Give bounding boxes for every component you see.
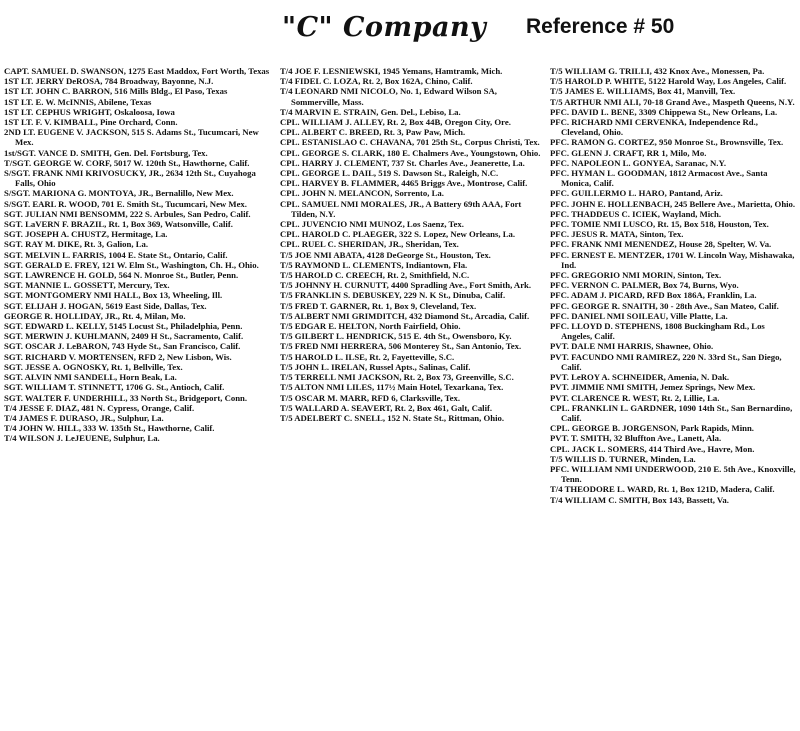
roster-entry: T/5 ALBERT NMI GRIMDITCH, 432 Diamond St., Arcadia, Calif. xyxy=(280,310,530,321)
roster-entry: 1ST LT. E. W. McINNIS, Abilene, Texas xyxy=(4,96,152,107)
roster-entry: T/5 ARTHUR NMI ALI, 70-18 Grand Ave., Maspeth Queens, N.Y. xyxy=(550,96,795,107)
roster-entry: T/5 RAYMOND L. CLEMENTS, Indiantown, Fla. xyxy=(280,259,468,270)
roster-entry: PFC. RICHARD NMI CERVENKA, Independence Rd., Cleveland, Ohio. xyxy=(550,117,758,138)
roster-entry: PFC. ERNEST E. MENTZER, 1701 W. Lincoln Way, Mishawaka, Ind. xyxy=(550,249,795,270)
roster-entry: T/4 WILSON J. LeJEUENE, Sulphur, La. xyxy=(4,433,160,444)
roster-entry: T/4 JESSE F. DIAZ, 481 N. Cypress, Orange, Calif. xyxy=(4,402,195,413)
reference-label: Reference # 50 xyxy=(526,15,675,38)
roster-entry: PFC. LLOYD D. STEPHENS, 1808 Buckingham Rd., Los Angeles, Calif. xyxy=(550,321,765,342)
roster-entry: PVT. JIMMIE NMI SMITH, Jemez Springs, New Mex. xyxy=(550,382,756,393)
roster-entry: SGT. RAY M. DIKE, Rt. 3, Galion, La. xyxy=(4,239,149,250)
roster-entry: CPL. SAMUEL NMI MORALES, JR., A Battery 69th AAA, Fort Tilden, N.Y. xyxy=(280,198,522,219)
roster-entry: T/4 WILLIAM C. SMITH, Box 143, Bassett, Va. xyxy=(550,494,729,505)
roster-entry: PVT. DALE NMI HARRIS, Shawnee, Ohio. xyxy=(550,341,714,352)
roster-entry: T/5 WILLIAM G. TRILLI, 432 Knox Ave., Monessen, Pa. xyxy=(550,66,765,76)
roster-entry: T/5 EDGAR E. HELTON, North Fairfield, Ohio. xyxy=(280,321,461,332)
roster-entry: T/5 HAROLD L. ILSE, Rt. 2, Fayetteville, S.C. xyxy=(280,351,455,362)
roster-entry: T/5 JOHNNY H. CURNUTT, 4400 Spradling Ave., Fort Smith, Ark. xyxy=(280,280,532,291)
roster-entry: CPL. WILLIAM J. ALLEY, Rt. 2, Box 44B, Oregon City, Ore. xyxy=(280,117,511,128)
roster-entry: CPL. GEORGE B. JORGENSON, Park Rapids, Minn. xyxy=(550,423,754,434)
roster-entry: CPL. ALBERT C. BREED, Rt. 3, Paw Paw, Mich. xyxy=(280,127,466,138)
roster-entry: 1ST LT. JOHN C. BARRON, 516 Mills Bldg., El Paso, Texas xyxy=(4,86,228,97)
roster-entry: T/5 HAROLD C. CREECH, Rt. 2, Smithfield, N.C. xyxy=(280,270,470,281)
roster-entry: CPL. FRANKLIN L. GARDNER, 1090 14th St., San Bernardino, Calif. xyxy=(550,402,793,423)
roster-entry: PFC. FRANK NMI MENENDEZ, House 28, Spelter, W. Va. xyxy=(550,239,772,250)
roster-entry: PFC. DAVID L. BENE, 3309 Chippewa St., New Orleans, La. xyxy=(550,106,778,117)
roster-entry: CPL. HARVEY B. FLAMMER, 4465 Briggs Ave., Montrose, Calif. xyxy=(280,178,528,189)
roster-entry: SGT. EDWARD L. KELLY, 5145 Locust St., Philadelphia, Penn. xyxy=(4,321,243,332)
roster-entry: CPL. RUEL C. SHERIDAN, JR., Sheridan, Tex. xyxy=(280,239,459,250)
roster-column-3 xyxy=(550,66,796,505)
roster-entry: PFC. JESUS R. MATA, Sinton, Tex. xyxy=(550,229,684,240)
roster-entry: SGT. JESSE A. OGNOSKY, Rt. 1, Bellville, Tex. xyxy=(4,361,183,372)
roster-entry: 1ST LT. CEPHUS WRIGHT, Oskaloosa, Iowa xyxy=(4,106,175,117)
roster-entry: PFC. GREGORIO NMI MORIN, Sinton, Tex. xyxy=(550,270,722,281)
roster-entry: PFC. NAPOLEON L. GONYEA, Saranac, N.Y. xyxy=(550,157,727,168)
roster-entry: SGT. MELVIN L. FARRIS, 1004 E. State St., Ontario, Calif. xyxy=(4,249,228,260)
roster-entry: SGT. LAWRENCE H. GOLD, 564 N. Monroe St., Butler, Penn. xyxy=(4,270,239,281)
roster-entry: S/SGT. FRANK NMI KRIVOSUCKY, JR., 2634 12th St., Cuyahoga Falls, Ohio xyxy=(4,168,256,189)
roster-entry: S/SGT. EARL R. WOOD, 701 E. Smith St., Tucumcari, New Mex. xyxy=(4,198,247,209)
roster-entry: PFC. ADAM J. PICARD, RFD Box 186A, Franklin, La. xyxy=(550,290,757,301)
roster-entry: GEORGE R. HOLLIDAY, JR., Rt. 4, Milan, Mo. xyxy=(4,310,186,321)
roster-entry: PVT. CLARENCE R. WEST, Rt. 2, Lillie, La. xyxy=(550,392,720,403)
roster-entry: PFC. RAMON G. CORTEZ, 950 Monroe St., Brownsville, Tex. xyxy=(550,137,784,148)
roster-column-2 xyxy=(280,66,542,423)
roster-entry: PFC. DANIEL NMI SOILEAU, Ville Platte, La. xyxy=(550,310,728,321)
roster-entry: PFC. GUILLERMO L. HARO, Pantand, Ariz. xyxy=(550,188,723,199)
roster-entry: T/4 JOE F. LESNIEWSKI, 1945 Yemans, Hamtramk, Mich. xyxy=(280,66,503,76)
roster-entry: PVT. LeROY A. SCHNEIDER, Amenia, N. Dak. xyxy=(550,372,730,383)
roster-entry: T/5 GILBERT L. HENDRICK, 515 E. 4th St., Owensboro, Ky. xyxy=(280,331,512,342)
roster-entry: T/5 WALLARD A. SEAVERT, Rt. 2, Box 461, Galt, Calif. xyxy=(280,402,493,413)
roster-entry: PFC. WILLIAM NMI UNDERWOOD, 210 E. 5th Ave., Knoxville, Tenn. xyxy=(550,463,796,485)
roster-entry: 1st/SGT. VANCE D. SMITH, Gen. Del. Fortsburg, Tex. xyxy=(4,147,208,158)
roster-entry: PFC. VERNON C. PALMER, Box 74, Burns, Wyo. xyxy=(550,280,739,291)
roster-entry: CPL. HAROLD C. PLAEGER, 322 S. Lopez, New Orleans, La. xyxy=(280,229,516,240)
roster-entry: SGT. JULIAN NMI BENSOMM, 222 S. Arbules, San Pedro, Calif. xyxy=(4,208,251,219)
roster-entry: CAPT. SAMUEL D. SWANSON, 1275 East Maddox, Fort Worth, Texas xyxy=(4,66,270,76)
roster-entry: CPL. HARRY J. CLEMENT, 737 St. Charles Ave., Jeanerette, La. xyxy=(280,157,525,168)
roster-entry: PFC. GLENN J. CRAFT, RR 1, Milo, Mo. xyxy=(550,147,707,158)
roster-entry: T/4 JAMES F. DURASO, JR., Sulphur, La. xyxy=(4,412,164,423)
roster-entry: SGT. JOSEPH A. CHUSTZ, Hermitage, La. xyxy=(4,229,168,240)
roster-entry: T/4 THEODORE L. WARD, Rt. 1, Box 121D, Madera, Calif. xyxy=(550,484,775,495)
roster-entry: T/5 HAROLD P. WHITE, 5122 Harold Way, Los Angeles, Calif. xyxy=(550,76,787,87)
roster-entry: SGT. LaVERN F. BRAZIL, Rt. 1, Box 369, Watsonville, Calif. xyxy=(4,219,233,230)
roster-entry: CPL. ESTANISLAO C. CHAVANA, 701 25th St., Corpus Christi, Tex. xyxy=(280,137,540,148)
roster-entry: SGT. MANNIE L. GOSSETT, Mercury, Tex. xyxy=(4,280,170,291)
roster-entry: T/5 JAMES E. WILLIAMS, Box 41, Manvill, Tex. xyxy=(550,86,736,97)
roster-entry: T/SGT. GEORGE W. CORF, 5017 W. 120th St., Hawthorne, Calif. xyxy=(4,157,250,168)
roster-entry: CPL. GEORGE S. CLARK, 180 E. Chalmers Ave., Youngstown, Ohio. xyxy=(280,147,541,158)
page-header xyxy=(0,0,800,58)
roster-entry: T/5 OSCAR M. MARR, RFD 6, Clarksville, Tex. xyxy=(280,392,461,403)
roster-entry: SGT. WALTER F. UNDERHILL, 33 North St., Bridgeport, Conn. xyxy=(4,392,248,403)
roster-entry: T/5 FRED NMI HERRERA, 506 Monterey St., San Antonio, Tex. xyxy=(280,341,522,352)
roster-entry: PFC. TOMIE NMI LUSCO, Rt. 15, Box 518, Houston, Tex. xyxy=(550,219,769,230)
roster-entry: 1ST LT. F. V. KIMBALL, Pine Orchard, Conn. xyxy=(4,117,178,128)
roster-entry: SGT. RICHARD V. MORTENSEN, RFD 2, New Lisbon, Wis. xyxy=(4,351,232,362)
roster-entry: T/5 WILLIS D. TURNER, Minden, La. xyxy=(550,453,696,464)
roster-entry: PFC. GEORGE R. SNAITH, 30 - 28th Ave., San Mateo, Calif. xyxy=(550,300,779,311)
roster-entry: T/5 JOHN L. IRELAN, Russel Apts., Salinas, Calif. xyxy=(280,361,471,372)
roster-entry: T/5 FRED T. GARNER, Rt. 1, Box 9, Cleveland, Tex. xyxy=(280,300,477,311)
roster-entry: CPL. JOHN N. MELANCON, Sorrento, La. xyxy=(280,188,444,199)
roster-entry: PVT. T. SMITH, 32 Bluffton Ave., Lanett, Ala. xyxy=(550,433,722,444)
roster-entry: 2ND LT. EUGENE V. JACKSON, 515 S. Adams St., Tucumcari, New Mex. xyxy=(4,127,259,148)
roster-entry: T/5 JOE NMI ABATA, 4128 DeGeorge St., Houston, Tex. xyxy=(280,249,491,260)
roster-entry: SGT. OSCAR J. LeBARON, 743 Hyde St., San Francisco, Calif. xyxy=(4,341,241,352)
roster-entry: 1ST LT. JERRY DeROSA, 784 Broadway, Bayonne, N.J. xyxy=(4,76,214,87)
roster-entry: SGT. MONTGOMERY NMI HALL, Box 13, Wheeling, Ill. xyxy=(4,290,223,301)
roster-entry: T/4 JOHN W. HILL, 333 W. 135th St., Hawthorne, Calif. xyxy=(4,423,215,434)
roster-columns xyxy=(0,66,800,728)
roster-entry: T/4 MARVIN E. STRAIN, Gen. Del., Lebiso, La. xyxy=(280,106,461,117)
roster-entry: SGT. ALVIN NMI SANDELL, Horn Beak, La. xyxy=(4,372,177,383)
roster-entry: T/5 ADELBERT C. SNELL, 152 N. State St., Rittman, Ohio. xyxy=(280,412,504,423)
roster-entry: PFC. JOHN E. HOLLENBACH, 245 Bellere Ave., Marietta, Ohio. xyxy=(550,198,796,209)
roster-entry: T/5 ALTON NMI LILES, 117½ Main Hotel, Texarkana, Tex. xyxy=(280,382,504,393)
roster-entry: CPL. JACK L. SOMERS, 414 Third Ave., Havre, Mon. xyxy=(550,443,755,454)
roster-entry: SGT. WILLIAM T. STINNETT, 1706 G. St., Antioch, Calif. xyxy=(4,382,225,393)
roster-entry: S/SGT. MARIONA G. MONTOYA, JR., Bernalillo, New Mex. xyxy=(4,188,234,199)
roster-entry: CPL. JUVENCIO NMI MUNOZ, Los Saenz, Tex. xyxy=(280,219,464,230)
roster-entry: CPL. GEORGE L. DAIL, 519 S. Dawson St., Raleigh, N.C. xyxy=(280,168,499,179)
roster-entry: T/4 FIDEL C. LOZA, Rt. 2, Box 162A, Chino, Calif. xyxy=(280,76,473,87)
roster-column-1 xyxy=(4,66,272,444)
roster-entry: SGT. GERALD E. FREY, 121 W. Elm St., Washington, Ch. H., Ohio. xyxy=(4,259,259,270)
roster-entry: T/5 TERRELL NMI JACKSON, Rt. 2, Box 73, Greenville, S.C. xyxy=(280,372,514,383)
roster-entry: SGT. ELIJAH J. HOGAN, 5619 East Side, Dallas, Tex. xyxy=(4,300,207,311)
company-title: "C" Company xyxy=(282,12,487,43)
roster-entry: PFC. THADDEUS C. ICIEK, Wayland, Mich. xyxy=(550,208,722,219)
roster-entry: PFC. HYMAN L. GOODMAN, 1812 Armacost Ave., Santa Monica, Calif. xyxy=(550,168,768,189)
roster-entry: PVT. FACUNDO NMI RAMIREZ, 220 N. 33rd St., San Diego, Calif. xyxy=(550,351,782,372)
roster-entry: T/5 FRANKLIN S. DEBUSKEY, 229 N. K St., Dinuba, Calif. xyxy=(280,290,506,301)
roster-entry: SGT. MERWIN J. KUHLMANN, 2409 H St., Sacramento, Calif. xyxy=(4,331,244,342)
roster-entry: T/4 LEONARD NMI NICOLO, No. 1, Edward Wilson SA, Sommerville, Mass. xyxy=(280,86,497,107)
